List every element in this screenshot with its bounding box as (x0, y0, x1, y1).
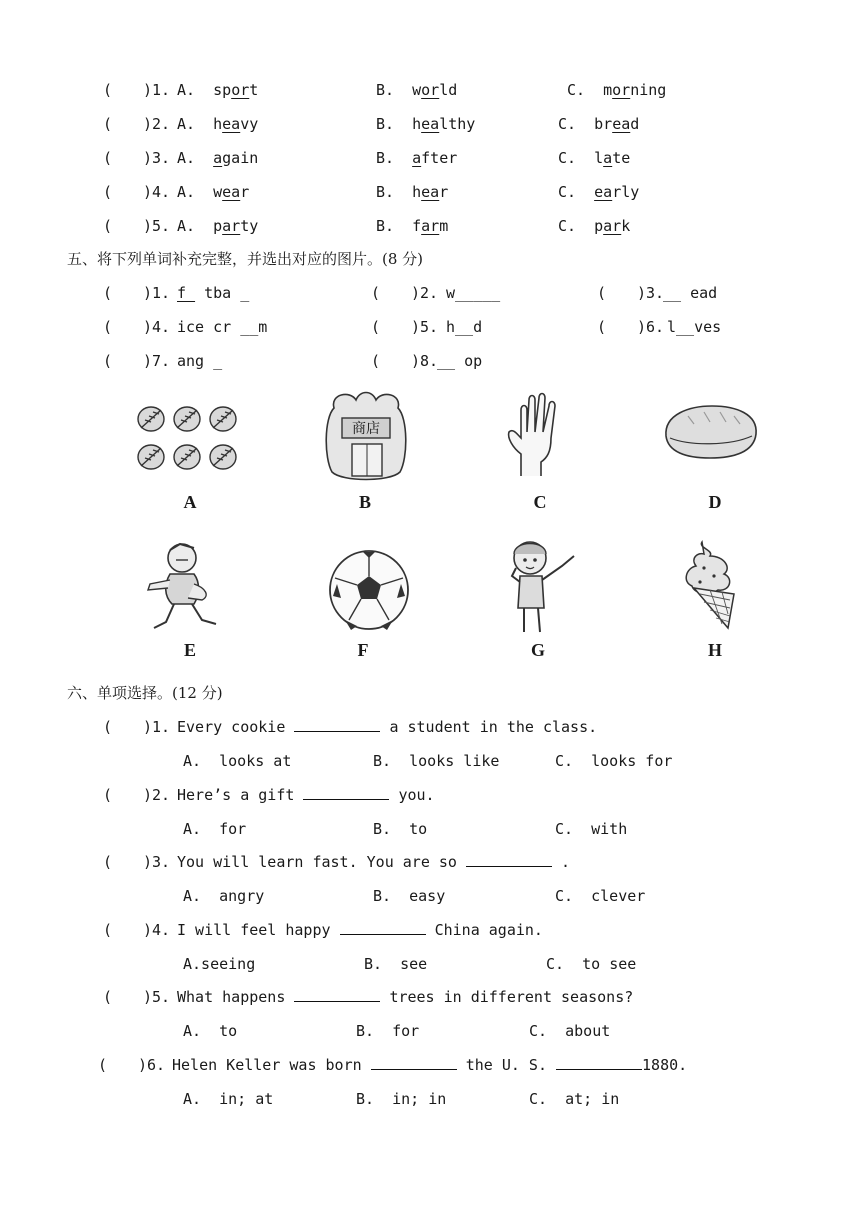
option-c: C. early (558, 183, 640, 201)
option-b: B. healthy (376, 115, 476, 133)
option-b: B. after (376, 149, 458, 167)
answer-blank[interactable] (294, 717, 380, 732)
option-b[interactable]: B. looks like (373, 752, 500, 770)
answer-bracket[interactable]: ( (103, 149, 149, 167)
item-number: )2. (411, 284, 439, 302)
answer-bracket[interactable]: ( (98, 1056, 144, 1074)
option-c[interactable]: C. with (555, 820, 628, 838)
hand-picture (503, 392, 573, 482)
answer-bracket[interactable]: ( (103, 318, 149, 336)
option-b: B. world (376, 81, 458, 99)
option-a[interactable]: A. for (183, 820, 247, 838)
option-c[interactable]: C. to see (546, 955, 637, 973)
option-a: A. heavy (177, 115, 259, 133)
option-c[interactable]: C. at; in (529, 1090, 620, 1108)
option-a[interactable]: A. angry (183, 887, 265, 905)
shop-picture (320, 388, 412, 484)
picture-label-g: G (530, 640, 545, 660)
question-number: )4. (143, 921, 171, 939)
option-c: C. bread (558, 115, 640, 133)
shop-sign-text: 商店 (352, 421, 380, 437)
word-blank: ice cr __m (177, 318, 268, 336)
word-blank: __ op (437, 352, 483, 370)
answer-bracket[interactable]: ( (103, 284, 149, 302)
answer-blank[interactable] (556, 1055, 642, 1070)
answer-bracket[interactable]: ( (597, 284, 643, 302)
item-number: )1. (143, 81, 171, 99)
option-c: C. morning (567, 81, 667, 99)
answer-blank[interactable] (294, 987, 380, 1002)
option-b[interactable]: B. in; in (356, 1090, 447, 1108)
answer-bracket[interactable]: ( (371, 318, 417, 336)
question-stem: You will learn fast. You are so . (177, 853, 571, 871)
option-a: A. sport (177, 81, 259, 99)
answer-blank[interactable] (371, 1055, 457, 1070)
question-stem: Here’s a gift you. (177, 786, 435, 804)
option-b[interactable]: B. to (373, 820, 428, 838)
answer-bracket[interactable]: ( (103, 921, 149, 939)
question-stem: I will feel happy China again. (177, 921, 543, 939)
option-a[interactable]: A.seeing (183, 955, 256, 973)
picture-label-e: E (183, 640, 196, 660)
option-a[interactable]: A. to (183, 1022, 238, 1040)
item-number: )4. (143, 183, 171, 201)
item-number: )3. (143, 149, 171, 167)
option-c[interactable]: C. about (529, 1022, 611, 1040)
option-b: B. farm (376, 217, 449, 235)
question-number: )6. (138, 1056, 166, 1074)
word-blank: h__d (446, 318, 483, 336)
picture-label-b: B (358, 492, 371, 512)
ice-cream-picture (680, 538, 740, 632)
item-number: )3. (637, 284, 665, 302)
option-c[interactable]: C. clever (555, 887, 646, 905)
section6-title: 六、单项选择。(12 分) (67, 684, 223, 702)
bread-picture (660, 402, 760, 462)
word-blank: ang _ (177, 352, 223, 370)
answer-bracket[interactable]: ( (103, 352, 149, 370)
item-number: )5. (143, 217, 171, 235)
option-b[interactable]: B. easy (373, 887, 446, 905)
item-number: )7. (143, 352, 171, 370)
answer-bracket[interactable]: ( (371, 352, 417, 370)
option-c: C. late (558, 149, 631, 167)
picture-label-h: H (707, 640, 722, 660)
item-number: )6. (637, 318, 665, 336)
section5-title: 五、将下列单词补充完整，并选出对应的图片。(8 分) (67, 250, 424, 268)
word-blank: f tba _ (177, 284, 250, 302)
option-a[interactable]: A. in; at (183, 1090, 274, 1108)
question-number: )3. (143, 853, 171, 871)
answer-bracket[interactable]: ( (103, 115, 149, 133)
question-stem: Every cookie a student in the class. (177, 718, 598, 736)
question-number: )5. (143, 988, 171, 1006)
answer-blank[interactable] (466, 852, 552, 867)
answer-bracket[interactable]: ( (371, 284, 417, 302)
picture-label-f: F (357, 640, 369, 660)
word-blank: __ ead (663, 284, 718, 302)
option-c: C. park (558, 217, 631, 235)
answer-blank[interactable] (340, 920, 426, 935)
question-number: )1. (143, 718, 171, 736)
answer-bracket[interactable]: ( (103, 183, 149, 201)
question-number: )2. (143, 786, 171, 804)
question-stem: What happens trees in different seasons? (177, 988, 634, 1006)
item-number: )4. (143, 318, 171, 336)
option-b: B. hear (376, 183, 449, 201)
item-number: )2. (143, 115, 171, 133)
football-picture (327, 548, 411, 632)
answer-blank[interactable] (303, 785, 389, 800)
word-blank: w_____ (446, 284, 501, 302)
word-blank: l__ves (667, 318, 722, 336)
hungry-boy-picture (140, 538, 230, 638)
picture-label-d: D (708, 492, 722, 512)
option-c[interactable]: C. looks for (555, 752, 673, 770)
option-a[interactable]: A. looks at (183, 752, 292, 770)
option-a: A. party (177, 217, 259, 235)
item-number: )5. (411, 318, 439, 336)
picture-label-c: C (533, 492, 547, 512)
answer-bracket[interactable]: ( (103, 718, 149, 736)
option-a: A. wear (177, 183, 250, 201)
answer-bracket[interactable]: ( (103, 988, 149, 1006)
option-b[interactable]: B. for (356, 1022, 420, 1040)
answer-bracket[interactable]: ( (103, 81, 149, 99)
item-number: )8. (411, 352, 439, 370)
answer-bracket[interactable]: ( (103, 786, 149, 804)
leaves-picture (133, 400, 245, 476)
option-a: A. again (177, 149, 259, 167)
picture-label-a: A (183, 492, 197, 512)
item-number: )1. (143, 284, 171, 302)
option-b[interactable]: B. see (364, 955, 428, 973)
question-stem: Helen Keller was born the U. S. 1880. (172, 1056, 688, 1074)
answer-bracket[interactable]: ( (103, 853, 149, 871)
girl-picture (500, 536, 584, 640)
answer-bracket[interactable]: ( (103, 217, 149, 235)
answer-bracket[interactable]: ( (597, 318, 643, 336)
